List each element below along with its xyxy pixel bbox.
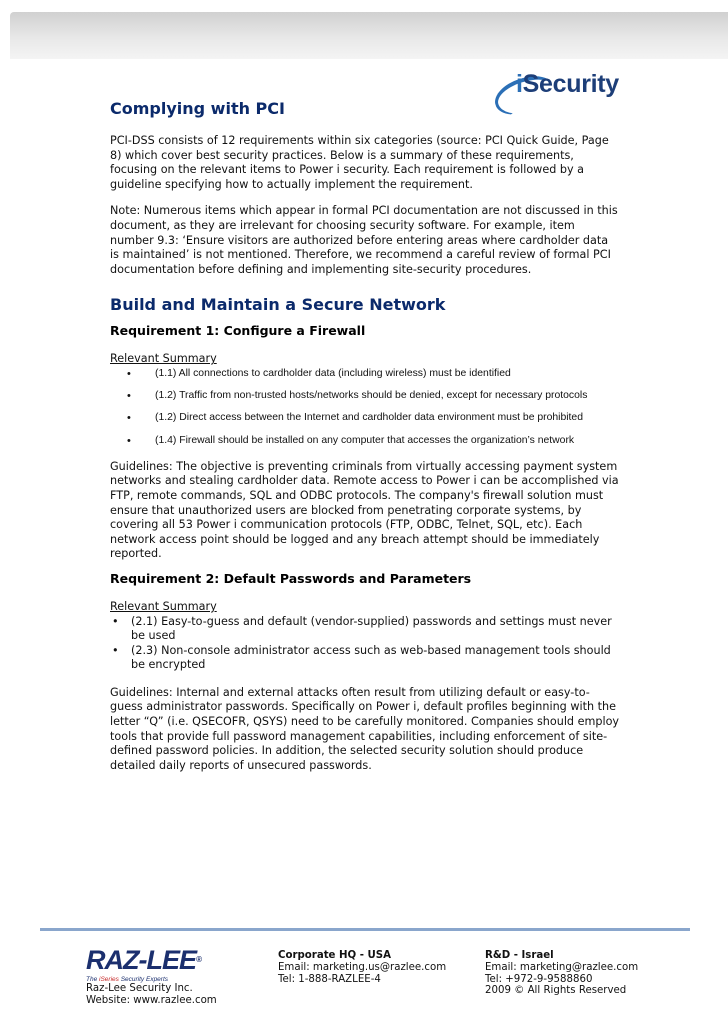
list-item: • (1.2) Direct access between the Internet and cardholder data environment must be prohibited — [110, 411, 620, 425]
company-website: Website: www.razlee.com — [86, 994, 217, 1006]
list-item: • (1.1) All connections to cardholder data (including wireless) must be identified — [110, 367, 620, 381]
intro-paragraph: PCI-DSS consists of 12 requirements within six categories (source: PCI Quick Guide, Page 8) which cover best security practices. Below is a summary of these requirements, focusing on the relevant items to Power i security. Each requirement is followed by a guideline specifying how to actually implement the requirement. — [110, 134, 609, 191]
rd-tel: Tel: +972-9-9588860 — [485, 973, 593, 985]
requirement-1-title: Requirement 1: Configure a Firewall — [110, 323, 366, 339]
company-info — [86, 983, 217, 1007]
rd-contact — [485, 950, 638, 997]
req1-list — [110, 367, 620, 448]
section-title-complying: Complying with PCI — [110, 99, 285, 118]
raz-lee-logo-text: RAZ-LEE® — [86, 945, 201, 975]
copyright: 2009 © All Rights Reserved — [485, 985, 627, 997]
hq-contact — [278, 950, 446, 985]
section-title-secure-network: Build and Maintain a Secure Network — [110, 295, 446, 315]
req2-guidelines: Guidelines: Internal and external attacks often result from utilizing default or easy-to-guess administrator passwords. Specifically on Power i, default profiles beginning with the letter “Q” (i.e. QSECOFR, QSYS) need to be carefully monitored. Companies should employ tools that provide full password management capabilities, including enforcement of site-defined password policies. In addition, the selected security solution should produce detailed daily reports of unsecured passwords. — [110, 685, 620, 772]
list-item: • (2.1) Easy-to-guess and default (vendor-supplied) passwords and settings must never be used — [110, 615, 620, 644]
company-name: Raz-Lee Security Inc. — [86, 983, 193, 994]
hq-email: Email: marketing.us@razlee.com — [278, 961, 447, 973]
req1-summary-label: Relevant Summary — [110, 352, 217, 366]
list-item: • (1.2) Traffic from non-trusted hosts/networks should be denied, except for necessary protocols — [110, 389, 620, 403]
header-bar — [10, 12, 728, 59]
note-paragraph: Note: Numerous items which appear in formal PCI documentation are not discussed in this document, as they are irrelevant for choosing security software. For example, item number 9.3: ‘Ensure visitors are authorized before entering areas where cardholder data is maintained’ is not mentioned. Therefore, we recommend a careful review of formal PCI documentation before defining and implementing site-security procedures. — [110, 204, 618, 276]
footer-divider — [40, 928, 690, 931]
list-item: • (1.4) Firewall should be installed on any computer that accesses the organization’s network — [110, 434, 620, 448]
hq-tel: Tel: 1-888-RAZLEE-4 — [278, 973, 381, 985]
raz-lee-logo — [86, 946, 216, 983]
raz-lee-tagline: The iSeries Security Experts — [86, 976, 169, 983]
list-item: • (2.3) Non-console administrator access such as web-based management tools should be encrypted — [110, 644, 620, 673]
req2-list — [110, 615, 620, 673]
req1-guidelines: Guidelines: The objective is preventing criminals from virtually accessing payment system networks and stealing cardholder data. Remote access to Power i can be accomplished via FTP, remote commands, SQL and ODBC protocols. The company's firewall solution must ensure that unauthorized users are blocked from penetrating corporate systems, by covering all 53 Power i communication protocols (FTP, ODBC, Telnet, SQL, etc). Each network access point should be logged and any breach attempt should be immediately reported. — [110, 459, 619, 561]
requirement-2-title: Requirement 2: Default Passwords and Parameters — [110, 570, 472, 586]
rd-email: Email: marketing@razlee.com — [485, 961, 639, 973]
isecurity-logo-text: iSecurity — [516, 70, 619, 98]
req2-summary-label: Relevant Summary — [110, 599, 217, 613]
hq-title: Corporate HQ - USA — [278, 950, 392, 961]
rd-title: R&D - Israel — [485, 950, 554, 961]
document-body — [110, 98, 620, 773]
